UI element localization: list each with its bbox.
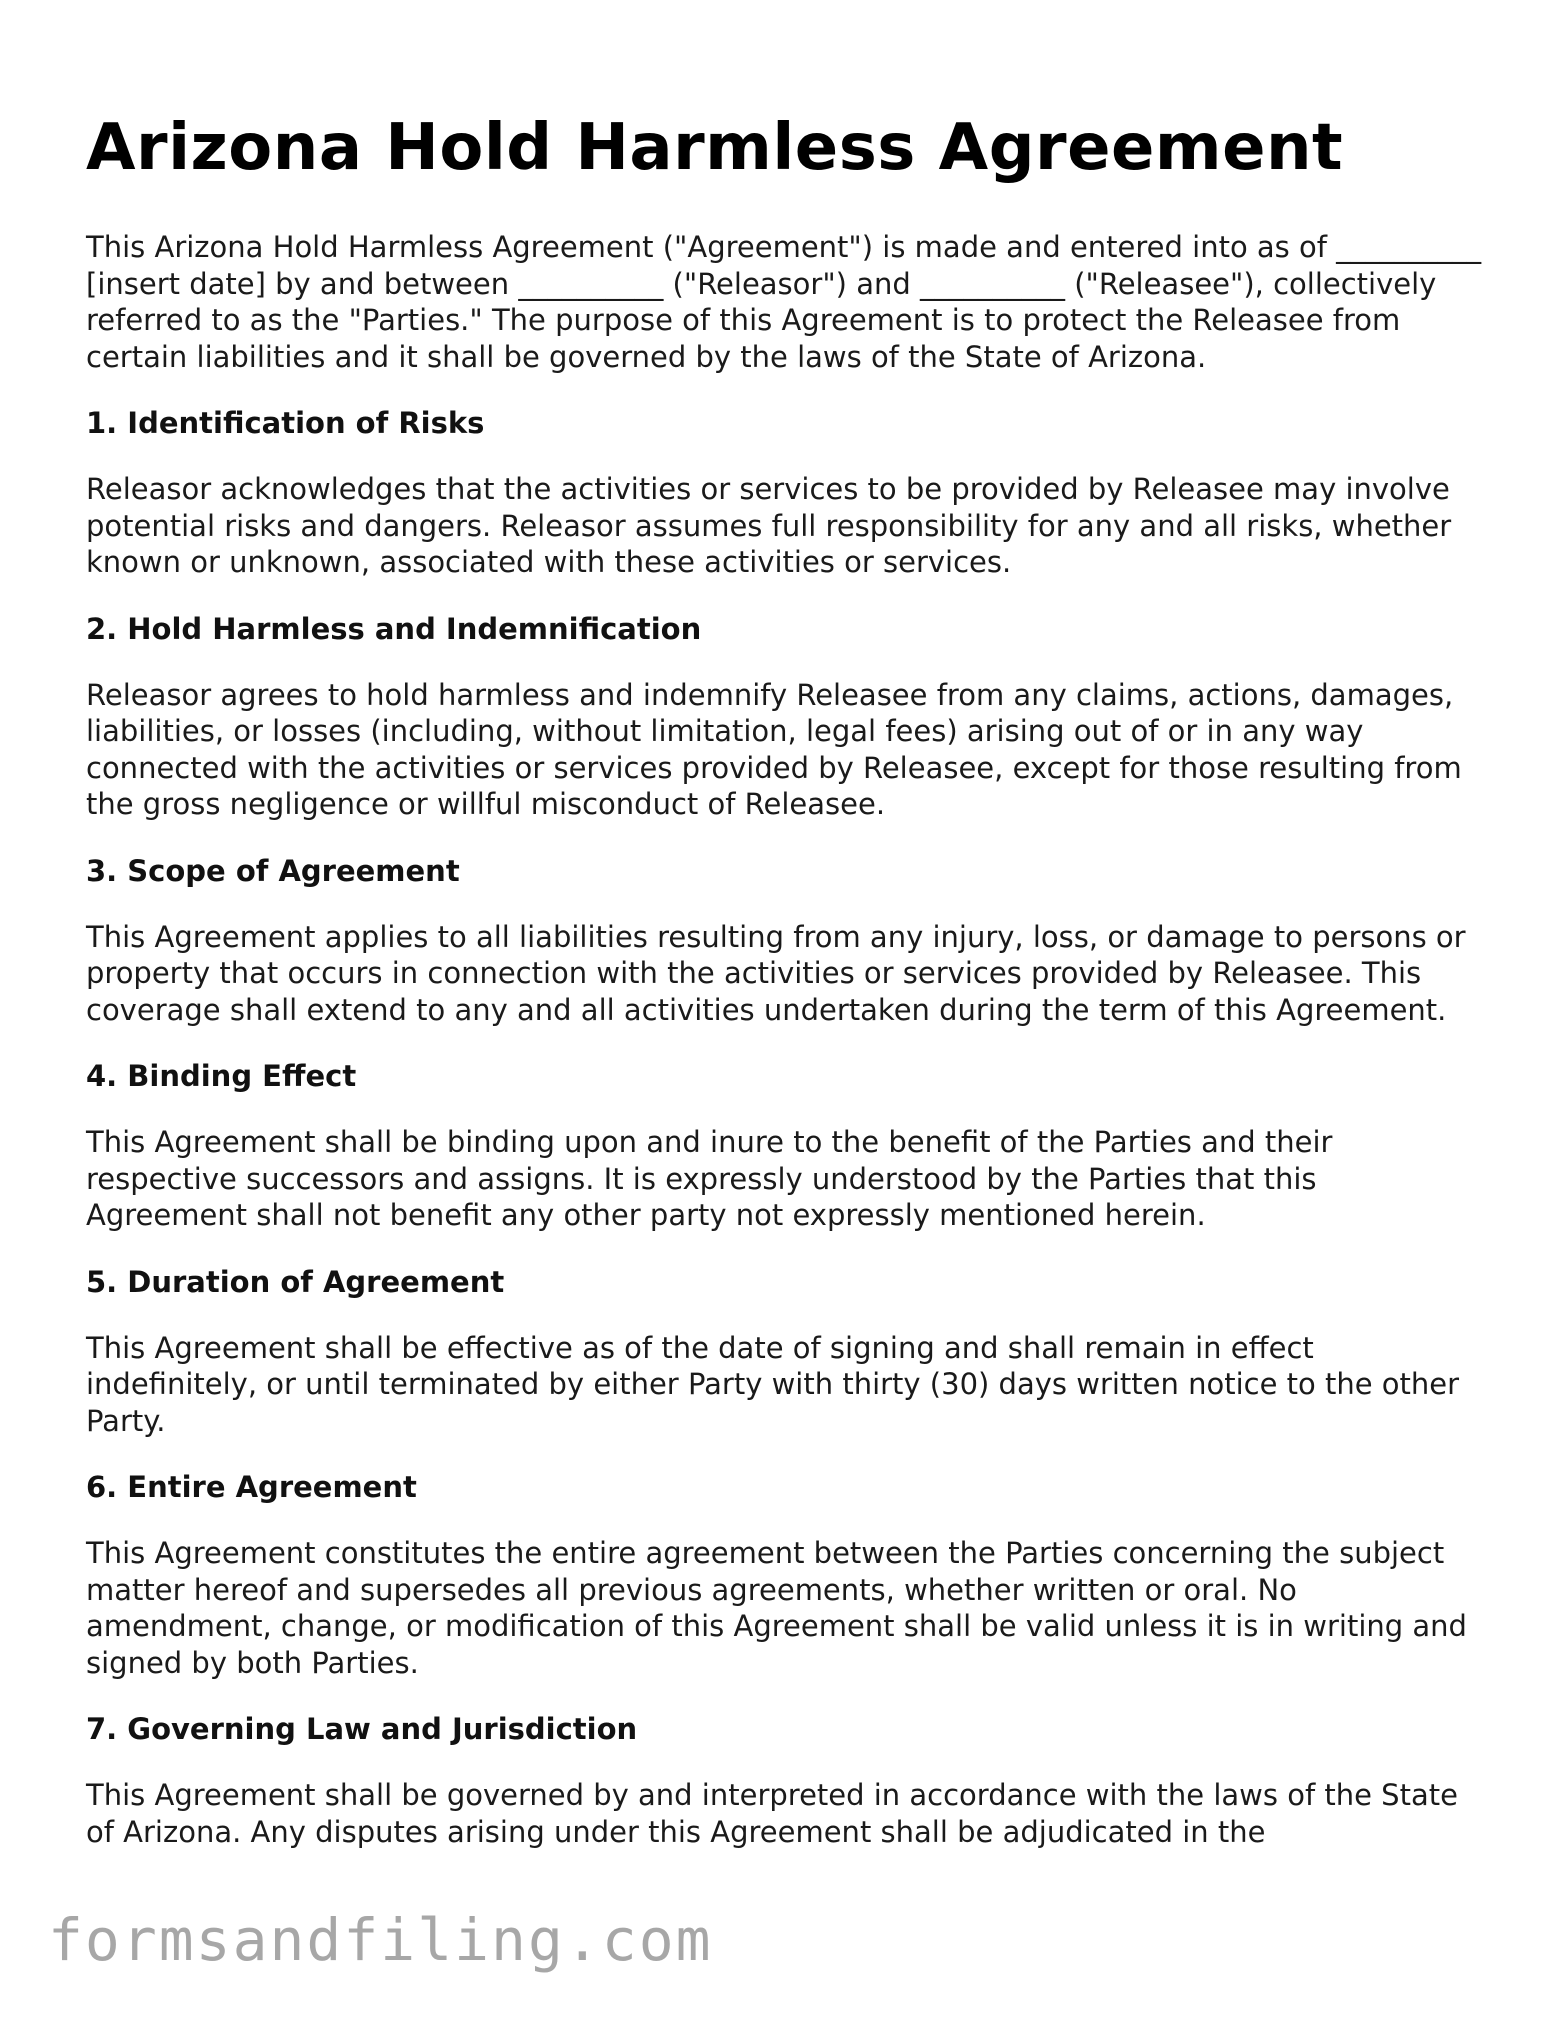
section-heading-binding-effect: 4. Binding Effect — [86, 1059, 357, 1093]
document-page — [86, 112, 1486, 1880]
watermark: formsandfiling.com — [48, 1906, 713, 1974]
document-title: Arizona Hold Harmless Agreement — [86, 111, 1344, 185]
section-heading-entire-agreement: 6. Entire Agreement — [86, 1470, 417, 1504]
section-text-entire-agreement: This Agreement constitutes the entire agreement between the Parties concerning the subject matter hereof and supersedes all previous agreements, whether written or oral. No amendment, change, or modification of this Agreement shall be valid unless it is in writing and signed by both Parties. — [86, 1536, 1467, 1680]
intro-paragraph: This Arizona Hold Harmless Agreement ("Agreement") is made and entered into as of __________ [insert date] by and between __________ ("Releasor") and __________ ("Releasee"), collectively referred to as the "Parties." The purpose of this Agreement is to protect the Releasee from certain liabilities and it shall be governed by the laws of the State of Arizona. — [86, 230, 1482, 374]
section-text-identification-of-risks: Releasor acknowledges that the activities or services to be provided by Releasee may involve potential risks and dangers. Releasor assumes full responsibility for any and all risks, whether known or unknown, associated with these activities or services. — [86, 472, 1452, 579]
section-text-binding-effect: This Agreement shall be binding upon and inure to the benefit of the Parties and their respective successors and assigns. It is expressly understood by the Parties that this Agreement shall not benefit any other party not expressly mentioned herein. — [86, 1125, 1333, 1232]
section-heading-duration: 5. Duration of Agreement — [86, 1264, 505, 1299]
section-text-scope: This Agreement applies to all liabilities resulting from any injury, loss, or damage to persons or property that occurs in connection with the activities or services provided by Releasee. This coverage shall extend to any and all activities undertaken during the term of this Agreement. — [86, 919, 1466, 1027]
section-heading-governing-law: 7. Governing Law and Jurisdiction — [86, 1712, 638, 1746]
section-text-duration: This Agreement shall be effective as of the date of signing and shall remain in effect indefinitely, or until terminated by either Party with thirty (30) days written notice to the other Party. — [86, 1330, 1460, 1438]
section-text-governing-law: This Agreement shall be governed by and interpreted in accordance with the laws of the State of Arizona. Any disputes arising under this Agreement shall be adjudicated in the — [86, 1778, 1458, 1849]
section-heading-scope: 3. Scope of Agreement — [86, 853, 460, 888]
section-heading-identification-of-risks: 1. Identification of Risks — [86, 406, 485, 440]
section-heading-hold-harmless: 2. Hold Harmless and Indemnification — [86, 611, 702, 646]
section-text-hold-harmless: Releasor agrees to hold harmless and indemnify Releasee from any claims, actions, damages, liabilities, or losses (including, without limitation, legal fees) arising out of or in any way connected with the activities or services provided by Releasee, except for those resulting from the gross negligence or willful misconduct of Releasee. — [86, 677, 1462, 821]
